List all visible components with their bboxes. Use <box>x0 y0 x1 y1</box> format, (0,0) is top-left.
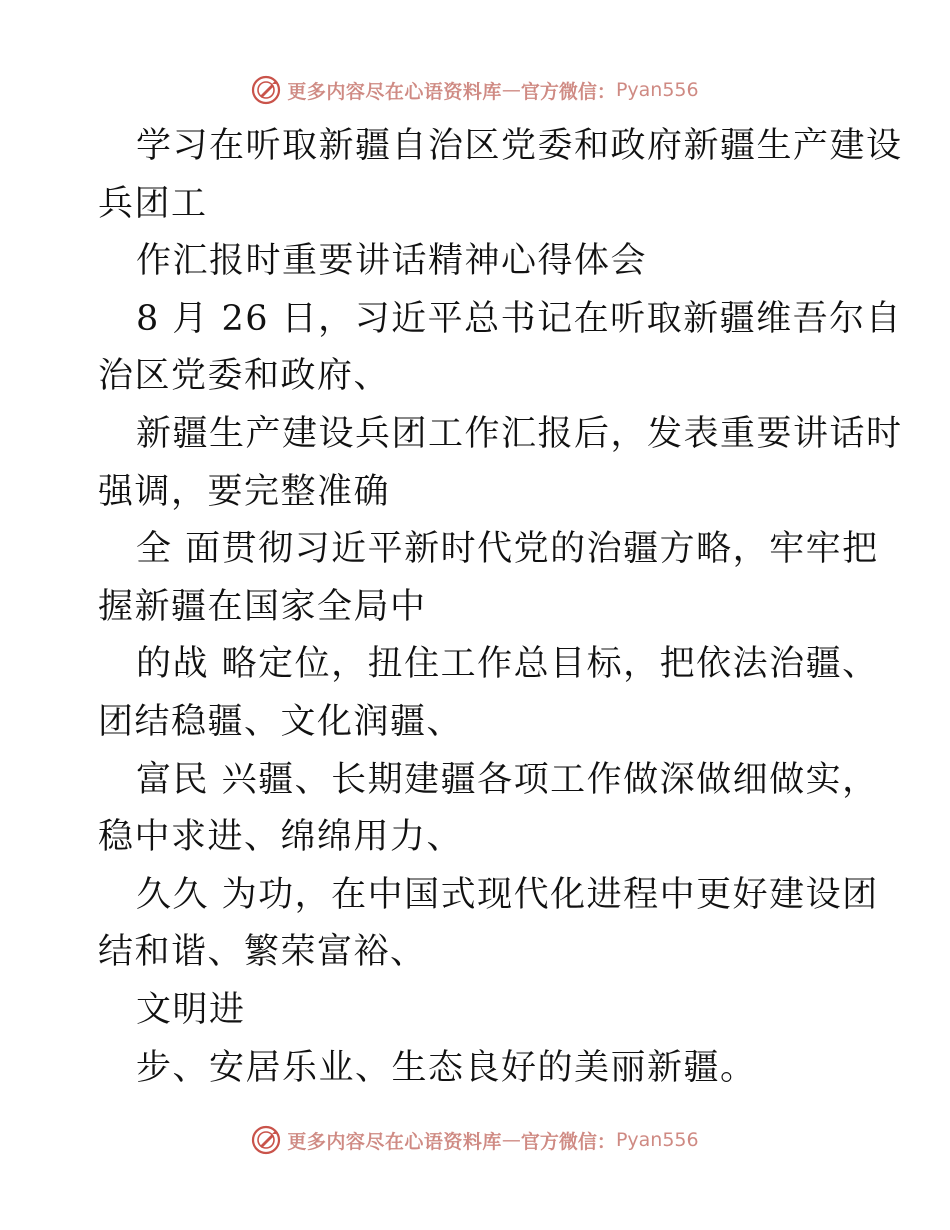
watermark-wechat-label: 官方微信： <box>520 1130 616 1153</box>
text-line: 富民 兴疆、长期建疆各项工作做深做细做实， <box>136 759 879 800</box>
text-line: 结和谐、繁荣富裕、 <box>98 932 427 973</box>
text-line: 全 面贯彻习近平新时代党的治疆方略，牢牢把 <box>136 529 879 570</box>
text-line: 新疆生产建设兵团工作汇报后，发表重要讲话时 <box>136 413 903 454</box>
watermark-main-text: 更多内容尽在心语资料库 <box>287 1130 502 1153</box>
watermark-wechat-id: Pyan556 <box>615 1129 699 1151</box>
text-line: 治区党委和政府、 <box>98 356 391 397</box>
watermark-separator: — <box>501 1129 521 1151</box>
text-line: 兵团工 <box>98 183 208 224</box>
text-line: 强调，要完整准确 <box>98 471 391 512</box>
document-body <box>98 118 903 1097</box>
text-line: 文明进 <box>136 989 246 1030</box>
text-line: 8 月 26 日，习近平总书记在听取新疆维吾尔自 <box>136 298 903 339</box>
watermark-main-text: 更多内容尽在心语资料库 <box>287 80 502 103</box>
text-line: 久久 为功，在中国式现代化进程中更好建设团 <box>136 874 879 915</box>
footer-watermark <box>0 1120 950 1160</box>
brand-logo-icon <box>251 75 281 105</box>
text-line: 团结稳疆、文化润疆、 <box>98 701 464 742</box>
watermark-wechat-id: Pyan556 <box>615 79 699 101</box>
header-watermark <box>0 70 950 110</box>
text-line: 的战 略定位，扭住工作总目标，把依法治疆、 <box>136 644 879 685</box>
text-line: 握新疆在国家全局中 <box>98 586 427 627</box>
text-line: 作汇报时重要讲话精神心得体会 <box>136 241 648 282</box>
watermark-wechat-label: 官方微信： <box>520 80 616 103</box>
text-line: 学习在听取新疆自治区党委和政府新疆生产建设 <box>136 126 903 166</box>
watermark-separator: — <box>501 79 521 101</box>
text-line: 稳中求进、绵绵用力、 <box>98 817 464 858</box>
brand-logo-icon <box>251 1125 281 1155</box>
text-line: 步、安居乐业、生态良好的美丽新疆。 <box>136 1047 757 1088</box>
